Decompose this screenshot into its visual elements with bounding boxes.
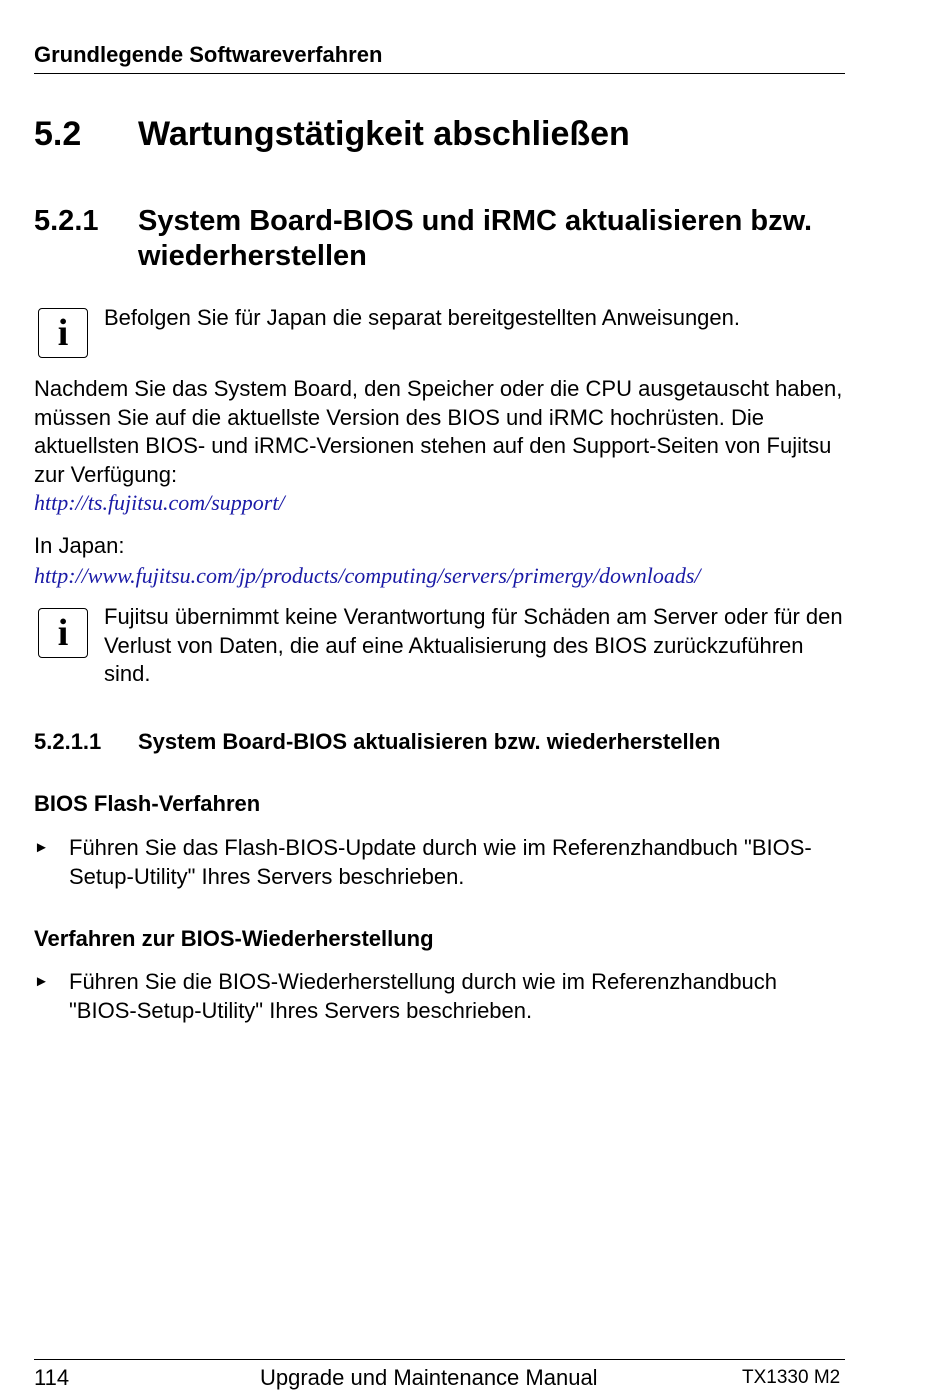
flash-heading: BIOS Flash-Verfahren [34,791,261,816]
flash-step: Führen Sie das Flash-BIOS-Update durch wie im Referenzhandbuch "BIOS-Setup-Utility" Ihres Servers beschrieben. [69,835,812,889]
manual-title: Upgrade und Maintenance Manual [260,1365,598,1390]
subsubsection-title: System Board-BIOS aktualisieren bzw. wiederherstellen [138,729,721,754]
header-rule [34,73,845,74]
info-icon: i [38,308,88,358]
model-name: TX1330 M2 [742,1367,841,1388]
subsection-title: System Board-BIOS und iRMC aktualisieren bzw. wiederherstellen [138,205,813,272]
section-title: Wartungstätigkeit abschließen [138,115,630,153]
subsubsection-number: 5.2.1.1 [34,729,102,754]
section-number: 5.2 [34,115,82,153]
bullet-arrow-icon: ► [34,973,49,990]
japan-label: In Japan: [34,533,125,558]
running-header-title: Grundlegende Softwareverfahren [34,42,383,67]
page-number: 114 [34,1365,70,1390]
info-icon: i [38,608,88,658]
recovery-heading: Verfahren zur BIOS-Wiederherstellung [34,926,434,951]
note-liability-disclaimer: Fujitsu übernimmt keine Verantwortung für Schäden am Server oder für den Verlust von Daten, die auf eine Aktualisierung des BIOS zurückzuführen sind. [104,604,843,686]
recovery-step: Führen Sie die BIOS-Wiederherstellung durch wie im Referenzhandbuch "BIOS-Setup-Utility" Ihres Servers beschrieben. [69,969,778,1023]
subsection-number: 5.2.1 [34,205,99,237]
bullet-arrow-icon: ► [34,839,49,856]
footer-rule [34,1359,845,1360]
note-japan-instructions: Befolgen Sie für Japan die separat bereitgestellten Anweisungen. [104,305,740,330]
japan-downloads-link[interactable]: http://www.fujitsu.com/jp/products/computing/servers/primergy/downloads/ [34,563,701,588]
support-link[interactable]: http://ts.fujitsu.com/support/ [34,490,285,515]
body-paragraph: Nachdem Sie das System Board, den Speicher oder die CPU ausgetauscht haben, müssen Sie auf die aktuellste Version des BIOS und iRMC hochrüsten. Die aktuellsten BIOS- und iRMC-Versionen stehen auf den Support-Seiten von Fujitsu zur Verfügung: [34,376,843,487]
